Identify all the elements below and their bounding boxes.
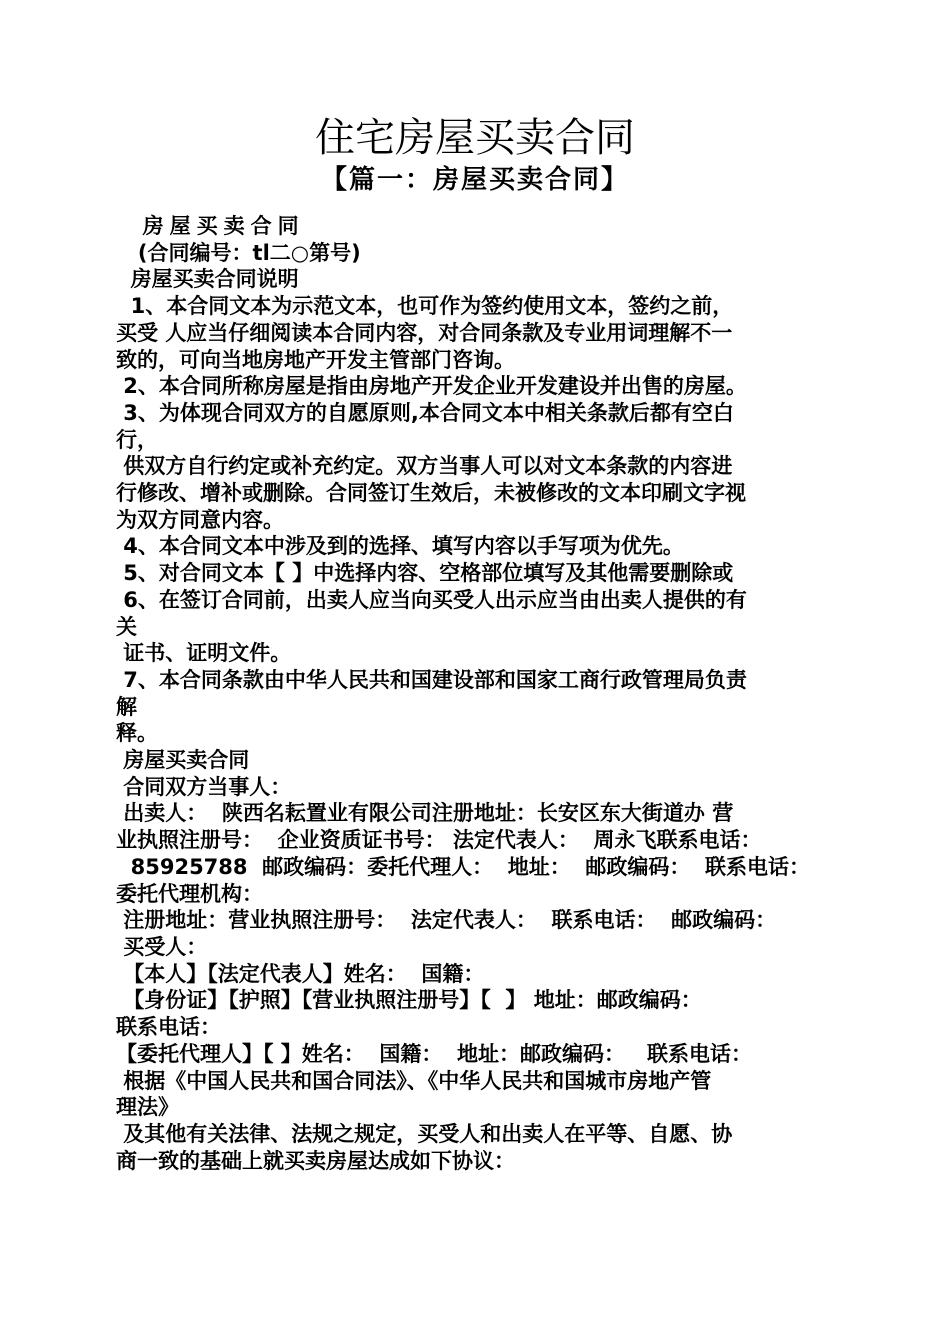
text-line: 关 <box>116 614 137 639</box>
text-line: 商一致的基础上就买卖房屋达成如下协议： <box>116 1148 515 1173</box>
document-body <box>116 213 846 1174</box>
text-line: 注册地址：营业执照注册号： 法定代表人： 联系电话： 邮政编码： <box>116 908 777 933</box>
document-title: 住宅房屋买卖合同 <box>315 115 635 161</box>
text-line: 买受 人应当仔细阅读本合同内容，对合同条款及专业用词理解不一 <box>116 320 733 345</box>
text-line: 买受人： <box>116 934 208 959</box>
document-subtitle: 【篇一：房屋买卖合同】 <box>320 165 629 195</box>
text-line: 【委托代理人】【 】姓名： 国籍： 地址：邮政编码： 联系电话： <box>116 1041 752 1066</box>
text-line: 行， <box>116 427 158 452</box>
text-line: 业执照注册号： 企业资质证书号： 法定代表人： 周永飞联系电话： <box>116 828 762 853</box>
text-line: (合同编号：tl二○第号) <box>116 240 361 265</box>
text-line: 【身份证】【护照】【营业执照注册号】【 】 地址：邮政编码： <box>116 988 702 1013</box>
text-line: 4、本合同文本中涉及到的选择、填写内容以手写项为优先。 <box>116 534 684 559</box>
text-line: 1、本合同文本为示范文本，也可作为签约使用文本，签约之前， <box>116 294 734 319</box>
text-line: 房屋买卖合同 <box>116 748 250 773</box>
text-line: 房屋买卖合同 <box>116 214 305 238</box>
text-line: 委托代理机构： <box>116 881 263 906</box>
text-line: 房屋买卖合同说明 <box>116 267 299 292</box>
text-line: 为双方同意内容。 <box>116 507 284 532</box>
text-line: 根据《中国人民共和国合同法》、《中华人民共和国城市房地产管 <box>116 1068 712 1093</box>
text-line: 【本人】【法定代表人】姓名： 国籍： <box>116 961 485 986</box>
text-line: 7、本合同条款由中华人民共和国建设部和国家工商行政管理局负责 <box>116 667 747 692</box>
text-line: 释。 <box>116 721 158 746</box>
text-line: 出卖人： 陕西名耘置业有限公司注册地址：长安区东大街道办 营 <box>116 801 734 826</box>
text-line: 理法》 <box>116 1095 179 1120</box>
text-line: 3、为体现合同双方的自愿原则,本合同文本中相关条款后都有空白 <box>116 400 734 425</box>
text-line: 行修改、增补或删除。合同签订生效后，未被修改的文本印刷文字视 <box>116 481 746 506</box>
text-line: 及其他有关法律、法规之规定，买受人和出卖人在平等、自愿、协 <box>116 1121 733 1146</box>
text-line: 供双方自行约定或补充约定。双方当事人可以对文本条款的内容进 <box>116 454 733 479</box>
text-line: 2、本合同所称房屋是指由房地产开发企业开发建设并出售的房屋。 <box>116 374 747 399</box>
text-line: 证书、证明文件。 <box>116 641 292 666</box>
text-line: 解 <box>116 694 137 719</box>
text-line: 85925788 邮政编码：委托代理人： 地址： 邮政编码： 联系电话： <box>116 854 811 879</box>
text-line: 合同双方当事人： <box>116 774 292 799</box>
text-line: 5、对合同文本【 】中选择内容、空格部位填写及其他需要删除或 <box>116 561 734 586</box>
text-line: 联系电话： <box>116 1015 221 1040</box>
text-line: 致的，可向当地房地产开发主管部门咨询。 <box>116 347 515 372</box>
text-line: 6、在签订合同前，出卖人应当向买受人出示应当由出卖人提供的有 <box>116 587 747 612</box>
